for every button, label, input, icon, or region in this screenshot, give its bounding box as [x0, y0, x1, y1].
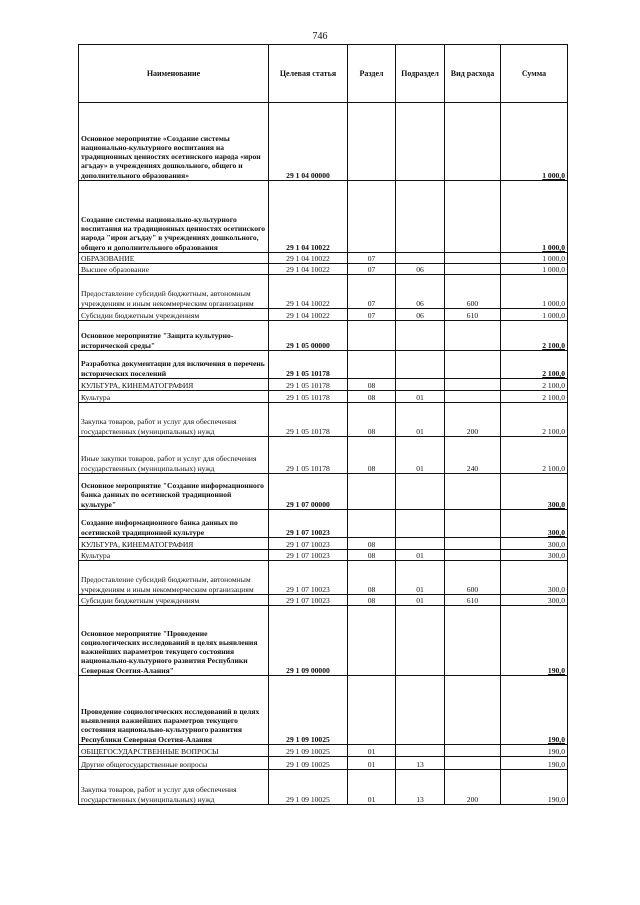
row-subsection-cell: 01 — [396, 550, 445, 561]
row-section-cell: 08 — [348, 391, 396, 403]
table-row — [79, 676, 568, 745]
row-target-article-cell: 29 1 07 10023 — [269, 595, 348, 606]
row-expense-kind-cell — [445, 510, 501, 538]
row-target-article-cell: 29 1 04 10022 — [269, 264, 348, 275]
row-section-cell — [348, 474, 396, 510]
budget-table — [78, 44, 568, 805]
row-subsection-cell — [396, 474, 445, 510]
row-sum-cell: 300,0 — [501, 561, 568, 595]
row-subsection-cell — [396, 606, 445, 676]
row-expense-kind-cell: 610 — [445, 595, 501, 606]
row-name-cell: Культура — [79, 391, 269, 403]
row-subsection-cell: 06 — [396, 275, 445, 309]
row-name-cell: Основное мероприятие "Создание информационного банка данных по осетинской традиционной культуре" — [79, 474, 269, 510]
row-sum-cell: 300,0 — [501, 510, 568, 538]
row-subsection-cell — [396, 745, 445, 757]
table-row — [79, 538, 568, 550]
row-sum-cell: 2 100,0 — [501, 321, 568, 351]
row-section-cell: 07 — [348, 264, 396, 275]
row-sum-cell: 2 100,0 — [501, 437, 568, 474]
row-name-cell: Другие общегосударственные вопросы — [79, 757, 269, 770]
row-target-article-cell: 29 1 09 10025 — [269, 770, 348, 805]
row-sum-cell: 1 000,0 — [501, 275, 568, 309]
row-name-cell: Субсидии бюджетным учреждениям — [79, 595, 269, 606]
row-expense-kind-cell — [445, 538, 501, 550]
row-target-article-cell: 29 1 04 10022 — [269, 181, 348, 253]
row-target-article-cell: 29 1 07 10023 — [269, 538, 348, 550]
table-row — [79, 510, 568, 538]
row-section-cell — [348, 321, 396, 351]
row-expense-kind-cell: 200 — [445, 403, 501, 437]
row-expense-kind-cell — [445, 103, 501, 181]
row-section-cell: 08 — [348, 538, 396, 550]
row-name-cell: ОБРАЗОВАНИЕ — [79, 253, 269, 264]
row-section-cell — [348, 510, 396, 538]
row-target-article-cell: 29 1 04 10022 — [269, 253, 348, 264]
table-row — [79, 391, 568, 403]
table-row — [79, 103, 568, 181]
table-body — [79, 103, 568, 805]
row-section-cell: 08 — [348, 561, 396, 595]
row-sum-cell: 190,0 — [501, 770, 568, 805]
row-subsection-cell — [396, 379, 445, 391]
row-sum-cell: 1 000,0 — [501, 253, 568, 264]
row-section-cell: 01 — [348, 745, 396, 757]
row-sum-cell: 190,0 — [501, 745, 568, 757]
row-sum-cell: 300,0 — [501, 595, 568, 606]
table-header-row — [79, 45, 568, 103]
row-expense-kind-cell: 610 — [445, 309, 501, 321]
row-target-article-cell: 29 1 09 10025 — [269, 676, 348, 745]
row-subsection-cell: 13 — [396, 770, 445, 805]
page-number: 746 — [312, 31, 328, 42]
row-target-article-cell: 29 1 05 00000 — [269, 321, 348, 351]
row-expense-kind-cell — [445, 181, 501, 253]
table-row — [79, 309, 568, 321]
row-expense-kind-cell: 600 — [445, 275, 501, 309]
table-row — [79, 437, 568, 474]
row-subsection-cell — [396, 321, 445, 351]
row-expense-kind-cell — [445, 321, 501, 351]
table-row — [79, 253, 568, 264]
row-section-cell: 08 — [348, 595, 396, 606]
table-row — [79, 379, 568, 391]
row-sum-cell: 190,0 — [501, 757, 568, 770]
row-target-article-cell: 29 1 05 10178 — [269, 403, 348, 437]
row-subsection-cell: 01 — [396, 391, 445, 403]
row-name-cell: Предоставление субсидий бюджетным, автономным учреждениям и иным некоммерческим организациям — [79, 275, 269, 309]
row-name-cell: Основное мероприятие «Создание системы национально-культурного воспитания на традиционных ценностях осетинского народа «ирон агъдау» в учреждениях дошкольного, общего и дополнительного образования» — [79, 103, 269, 181]
row-sum-cell: 1 000,0 — [501, 264, 568, 275]
row-target-article-cell: 29 1 07 10023 — [269, 561, 348, 595]
row-target-article-cell: 29 1 07 10023 — [269, 550, 348, 561]
table-row — [79, 595, 568, 606]
row-expense-kind-cell — [445, 391, 501, 403]
row-subsection-cell — [396, 351, 445, 379]
row-expense-kind-cell — [445, 757, 501, 770]
table-row — [79, 321, 568, 351]
row-name-cell: Создание информационного банка данных по осетинской традиционной культуре — [79, 510, 269, 538]
row-target-article-cell: 29 1 04 00000 — [269, 103, 348, 181]
row-section-cell — [348, 351, 396, 379]
table-row — [79, 757, 568, 770]
row-target-article-cell: 29 1 09 00000 — [269, 606, 348, 676]
table-row — [79, 550, 568, 561]
row-section-cell: 01 — [348, 757, 396, 770]
row-target-article-cell: 29 1 09 10025 — [269, 745, 348, 757]
row-section-cell — [348, 181, 396, 253]
row-section-cell: 08 — [348, 379, 396, 391]
row-expense-kind-cell: 240 — [445, 437, 501, 474]
row-expense-kind-cell: 600 — [445, 561, 501, 595]
row-name-cell: ОБЩЕГОСУДАРСТВЕННЫЕ ВОПРОСЫ — [79, 745, 269, 757]
row-subsection-cell: 01 — [396, 437, 445, 474]
row-sum-cell: 2 100,0 — [501, 403, 568, 437]
header-name: Наименование — [79, 45, 269, 103]
row-subsection-cell — [396, 253, 445, 264]
row-name-cell: Закупка товаров, работ и услуг для обеспечения государственных (муниципальных) нужд — [79, 403, 269, 437]
row-subsection-cell: 01 — [396, 403, 445, 437]
header-target-article: Целевая статья — [269, 45, 348, 103]
row-expense-kind-cell — [445, 264, 501, 275]
row-section-cell: 01 — [348, 770, 396, 805]
row-name-cell: КУЛЬТУРА, КИНЕМАТОГРАФИЯ — [79, 538, 269, 550]
row-section-cell: 08 — [348, 550, 396, 561]
row-target-article-cell: 29 1 07 10023 — [269, 510, 348, 538]
row-target-article-cell: 29 1 07 00000 — [269, 474, 348, 510]
row-sum-cell: 300,0 — [501, 550, 568, 561]
row-section-cell: 07 — [348, 275, 396, 309]
table-row — [79, 264, 568, 275]
row-section-cell: 07 — [348, 253, 396, 264]
row-expense-kind-cell — [445, 253, 501, 264]
row-section-cell: 08 — [348, 437, 396, 474]
row-name-cell: Субсидии бюджетным учреждениям — [79, 309, 269, 321]
row-name-cell: Разработка документации для включения в перечень исторических поселений — [79, 351, 269, 379]
row-subsection-cell: 06 — [396, 309, 445, 321]
row-subsection-cell: 13 — [396, 757, 445, 770]
row-name-cell: Основное мероприятие "Проведение социологических исследований в целях выявления важнейших параметров текущего состояния национально-культурного развития Республики Северная Осетия-Алания" — [79, 606, 269, 676]
row-sum-cell: 190,0 — [501, 606, 568, 676]
row-sum-cell: 1 000,0 — [501, 181, 568, 253]
row-target-article-cell: 29 1 05 10178 — [269, 391, 348, 403]
header-subsection: Подраздел — [396, 45, 445, 103]
row-target-article-cell: 29 1 04 10022 — [269, 309, 348, 321]
row-expense-kind-cell — [445, 550, 501, 561]
row-expense-kind-cell — [445, 351, 501, 379]
table-row — [79, 181, 568, 253]
table-row — [79, 745, 568, 757]
row-target-article-cell: 29 1 05 10178 — [269, 437, 348, 474]
row-expense-kind-cell: 200 — [445, 770, 501, 805]
header-section: Раздел — [348, 45, 396, 103]
header-sum: Сумма — [501, 45, 568, 103]
row-target-article-cell: 29 1 09 10025 — [269, 757, 348, 770]
row-expense-kind-cell — [445, 474, 501, 510]
row-subsection-cell — [396, 103, 445, 181]
row-subsection-cell: 06 — [396, 264, 445, 275]
row-expense-kind-cell — [445, 606, 501, 676]
row-sum-cell: 300,0 — [501, 474, 568, 510]
row-section-cell: 08 — [348, 403, 396, 437]
row-expense-kind-cell — [445, 745, 501, 757]
row-expense-kind-cell — [445, 676, 501, 745]
row-target-article-cell: 29 1 05 10178 — [269, 351, 348, 379]
row-target-article-cell: 29 1 05 10178 — [269, 379, 348, 391]
row-section-cell: 07 — [348, 309, 396, 321]
row-subsection-cell — [396, 510, 445, 538]
table-row — [79, 351, 568, 379]
row-subsection-cell — [396, 676, 445, 745]
row-name-cell: Закупка товаров, работ и услуг для обеспечения государственных (муниципальных) нужд — [79, 770, 269, 805]
table-row — [79, 474, 568, 510]
row-name-cell: Основное мероприятие "Защита культурно-исторической среды" — [79, 321, 269, 351]
table-row — [79, 275, 568, 309]
row-name-cell: КУЛЬТУРА, КИНЕМАТОГРАФИЯ — [79, 379, 269, 391]
row-subsection-cell — [396, 181, 445, 253]
row-expense-kind-cell — [445, 379, 501, 391]
row-name-cell: Иные закупки товаров, работ и услуг для обеспечения государственных (муниципальных) нужд — [79, 437, 269, 474]
row-section-cell — [348, 606, 396, 676]
row-subsection-cell — [396, 538, 445, 550]
table-row — [79, 403, 568, 437]
row-sum-cell: 2 100,0 — [501, 379, 568, 391]
header-expense-kind: Вид расхода — [445, 45, 501, 103]
table-row — [79, 606, 568, 676]
row-sum-cell: 1 000,0 — [501, 309, 568, 321]
row-section-cell — [348, 676, 396, 745]
row-sum-cell: 190,0 — [501, 676, 568, 745]
row-section-cell — [348, 103, 396, 181]
row-name-cell: Проведение социологических исследований в целях выявления важнейших параметров текущего состояния национально-культурного развития Республики Северная Осетия-Алания — [79, 676, 269, 745]
row-name-cell: Предоставление субсидий бюджетным, автономным учреждениям и иным некоммерческим организациям — [79, 561, 269, 595]
row-sum-cell: 2 100,0 — [501, 351, 568, 379]
row-subsection-cell: 01 — [396, 561, 445, 595]
row-subsection-cell: 01 — [396, 595, 445, 606]
table-row — [79, 561, 568, 595]
row-name-cell: Высшее образование — [79, 264, 269, 275]
row-name-cell: Культура — [79, 550, 269, 561]
row-sum-cell: 300,0 — [501, 538, 568, 550]
row-target-article-cell: 29 1 04 10022 — [269, 275, 348, 309]
row-name-cell: Создание системы национально-культурного воспитания на традиционных ценностях осетинского народа "ирон агъдау" в учреждениях дошкольного, общего и дополнительного образования — [79, 181, 269, 253]
table-row — [79, 770, 568, 805]
row-sum-cell: 1 000,0 — [501, 103, 568, 181]
row-sum-cell: 2 100,0 — [501, 391, 568, 403]
